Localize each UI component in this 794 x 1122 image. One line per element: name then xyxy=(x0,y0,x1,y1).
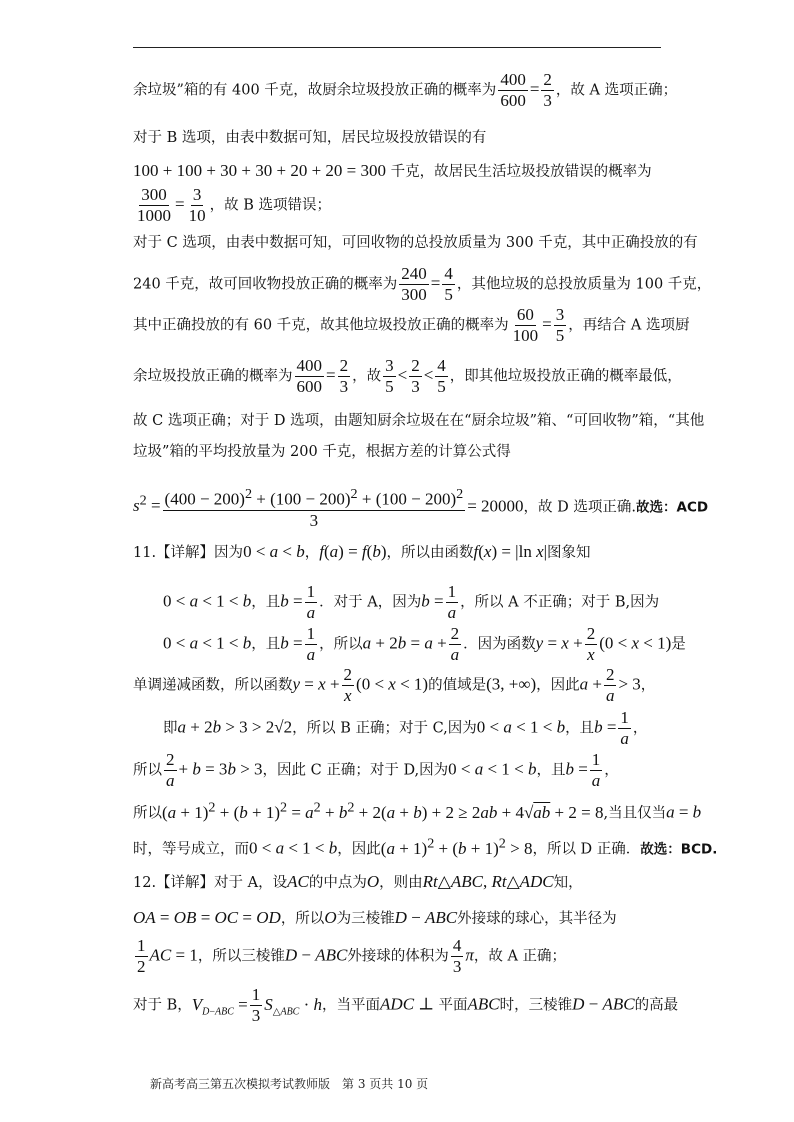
page-footer: 新高考高三第五次模拟考试教师版 第 3 页共 10 页 xyxy=(150,1077,429,1091)
header-rule xyxy=(133,47,661,48)
text-line: 单调递减函数，所以函数y = x + $\frac{2}{x}$ (0 < x < 1)的值域是(3, +∞)，因此a + $\frac{2}{a}$ > 3， xyxy=(133,665,656,705)
text-line: 对于 B，$V_{D-ABC}$ = $\frac{1}{3}$ $S_{\triangle ABC} \cdot h$，当平面ADC ⊥ 平面ABC时，三棱锥D − ABC的高最 xyxy=(133,985,679,1025)
text-line: 垃圾”箱的平均投放量为 200 千克，根据方差的计算公式得 xyxy=(133,444,511,460)
text-line: 故 C 选项正确；对于 D 选项，由题知厨余垃圾在在“厨余垃圾”箱、“可回收物”箱，“其他 xyxy=(133,413,705,429)
text-line: 所以 $\frac{2}{a}$ + b = 3b > 3，因此 C 正确；对于 D,因为0 < a < 1 < b，且b = $\frac{1}{a}$ ， xyxy=(133,750,619,790)
text-line: 余垃圾投放正确的概率为 $\frac{400}{600}$ = $\frac{2}{3}$ ，故 $\frac{3}{5}$ < $\frac{2}{3}$ < $\frac{4}{5}$ ，即其他垃圾投放正确的概率最低， xyxy=(133,356,682,396)
text-line: OA = OB = OC = OD，所以O为三棱锥D − ABC外接球的球心，其半径为 xyxy=(133,908,617,927)
text-line: $\frac{1}{2}$ AC = 1，所以三棱锥D − ABC外接球的体积为 $\frac{4}{3}$ π，故 A 正确； xyxy=(137,936,567,976)
text-line: $s^2$ = $\frac{(400 - 200)^2 + (100 - 200)^2 + (100 - 200)^2}{3}$ = 20000，故 D 选项正确.故选：ACD xyxy=(133,486,709,530)
text-line: 时，等号成立，而0 < a < 1 < b，因此$(a + 1)^2 + (b + 1)^2 > 8$，所以 D 正确．故选：BCD. xyxy=(133,835,718,858)
text-line: $\frac{300}{1000}$ = $\frac{3}{10}$ ，故 B 选项错误； xyxy=(137,185,331,225)
text-line: 0 < a < 1 < b，且b = $\frac{1}{a}$ ．对于 A，因为b = $\frac{1}{a}$ ，所以 A 不正确；对于 B,因为 xyxy=(163,582,660,622)
text-line: 余垃圾”箱的有 400 千克，故厨余垃圾投放正确的概率为 $\frac{400}{600}$ = $\frac{2}{3}$ ，故 A 选项正确； xyxy=(133,70,678,110)
text-line: 100 + 100 + 30 + 30 + 20 + 20 = 300 千克，故居民生活垃圾投放错误的概率为 xyxy=(133,161,652,180)
text-line: 其中正确投放的有 60 千克，故其他垃圾投放正确的概率为 $\frac{60}{100}$ = $\frac{3}{5}$ ，再结合 A 选项厨 xyxy=(133,305,690,345)
text-line: 即a + 2b > 3 > 2√2，所以 B 正确；对于 C,因为0 < a < 1 < b，且b = $\frac{1}{a}$ ， xyxy=(163,708,648,748)
text-line: 12.【详解】对于 A，设AC的中点为O，则由Rt△ABC, Rt△ADC知， xyxy=(133,872,583,891)
text-line: 0 < a < 1 < b，且b = $\frac{1}{a}$ ，所以a + 2b = a + $\frac{2}{a}$ ．因为函数y = x + $\frac{2}{x}$ (0 < x < 1)是 xyxy=(163,624,686,664)
text-line: 所以$(a + 1)^2 + (b + 1)^2 = a^2 + b^2 + 2(a + b) + 2 \ge 2ab + 4√ab + 2 = 8$,当且仅当a = b xyxy=(133,799,702,822)
text-line: 对于 B 选项，由表中数据可知，居民垃圾投放错误的有 xyxy=(133,130,487,146)
text-line: 对于 C 选项，由表中数据可知，可回收物的总投放质量为 300 千克，其中正确投放的有 xyxy=(133,235,698,251)
text-line: 11.【详解】因为0 < a < b，f(a) = f(b)，所以由函数f(x) = |ln x|图象知 xyxy=(133,542,591,561)
text-line: 240 千克，故可回收物投放正确的概率为 $\frac{240}{300}$ = $\frac{4}{5}$ ，其他垃圾的总投放质量为 100 千克， xyxy=(133,264,712,304)
